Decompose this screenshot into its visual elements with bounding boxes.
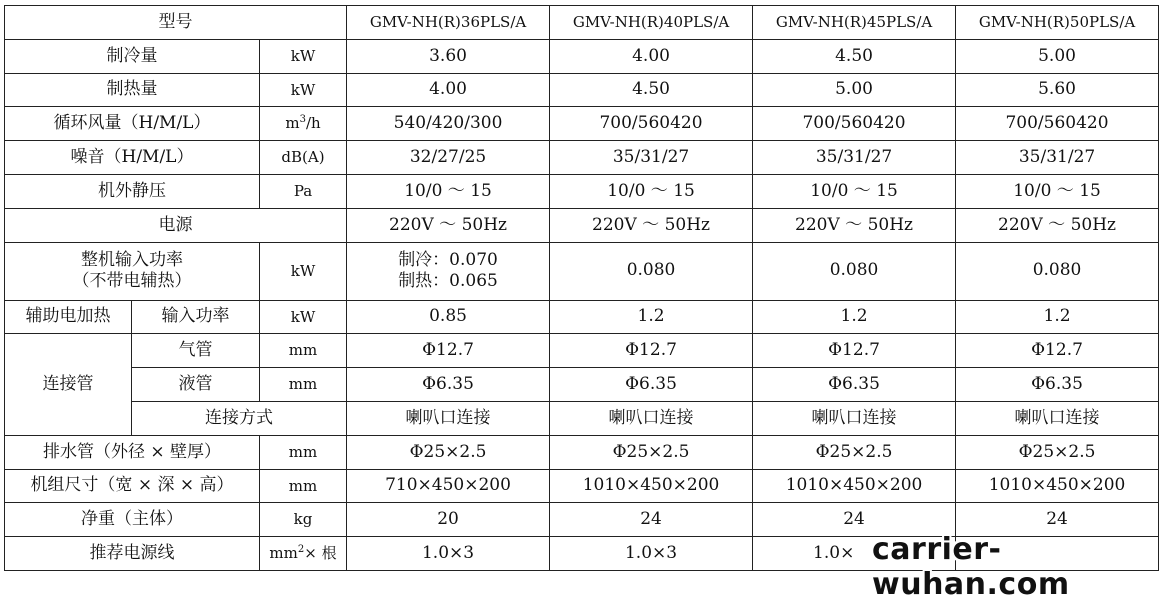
value-cell: 35/31/27 xyxy=(956,141,1159,175)
value-cell: 1.0×3 xyxy=(550,537,753,571)
value-cell: 4.00 xyxy=(550,39,753,73)
row-label-weight: 净重（主体） xyxy=(5,503,260,537)
label-line: （不带电辅热） xyxy=(72,271,192,292)
table-row xyxy=(5,469,1159,503)
row-label-input-power xyxy=(5,242,260,300)
value-cell: 10/0 ～ 15 xyxy=(550,174,753,208)
value-cell: Φ25×2.5 xyxy=(550,435,753,469)
row-label-heating: 制热量 xyxy=(5,73,260,107)
unit-base: mm xyxy=(269,544,298,563)
unit-cell: dB(A) xyxy=(260,141,347,175)
value-cell: 4.50 xyxy=(550,73,753,107)
value-cell: 220V ～ 50Hz xyxy=(956,208,1159,242)
value-cell: 35/31/27 xyxy=(550,141,753,175)
value-cell: 24 xyxy=(550,503,753,537)
value-cell: 喇叭口连接 xyxy=(550,401,753,435)
table-row xyxy=(5,435,1159,469)
value-cell: Φ25×2.5 xyxy=(347,435,550,469)
value-cell: 5.00 xyxy=(753,73,956,107)
table-row xyxy=(5,39,1159,73)
value-cell: 1010×450×200 xyxy=(956,469,1159,503)
table-row xyxy=(5,107,1159,141)
table-row xyxy=(5,208,1159,242)
model-name: GMV-NH(R)40PLS/A xyxy=(550,6,753,40)
value-cell: 5.00 xyxy=(956,39,1159,73)
row-label-static-pressure: 机外静压 xyxy=(5,174,260,208)
value-cell: Φ25×2.5 xyxy=(753,435,956,469)
value-cell: 0.85 xyxy=(347,300,550,334)
value-cell: 1.0×3 xyxy=(347,537,550,571)
value-cell: 700/560420 xyxy=(753,107,956,141)
row-label-drain: 排水管（外径 × 壁厚） xyxy=(5,435,260,469)
value-cell: 24 xyxy=(753,503,956,537)
unit-cell: mm xyxy=(260,469,347,503)
value-cell: Φ25×2.5 xyxy=(956,435,1159,469)
value-cell: 喇叭口连接 xyxy=(956,401,1159,435)
value-cell: 1.0× xyxy=(753,537,956,571)
value-cell: 1010×450×200 xyxy=(753,469,956,503)
value-cell: 24 xyxy=(956,503,1159,537)
value-cell: 0.080 xyxy=(753,242,956,300)
spec-table xyxy=(4,5,1159,571)
value-cell: 540/420/300 xyxy=(347,107,550,141)
row-label-cable: 推荐电源线 xyxy=(5,537,260,571)
unit-cell: mm xyxy=(260,334,347,368)
value-line: 制冷：0.070 xyxy=(398,249,498,270)
value-cell: 10/0 ～ 15 xyxy=(347,174,550,208)
label-line: 整机输入功率 xyxy=(81,249,183,270)
unit-superscript: 3 xyxy=(299,114,306,126)
row-label-cooling: 制冷量 xyxy=(5,39,260,73)
value-cell: 700/560420 xyxy=(550,107,753,141)
model-label: 型号 xyxy=(5,6,347,40)
unit-cell xyxy=(260,537,347,571)
row-sublabel-gas-pipe: 气管 xyxy=(132,334,260,368)
value-cell: 710×450×200 xyxy=(347,469,550,503)
unit-cell: kW xyxy=(260,73,347,107)
value-cell: Φ6.35 xyxy=(956,368,1159,402)
unit-superscript: 2 xyxy=(297,544,305,556)
value-cell: 35/31/27 xyxy=(753,141,956,175)
row-label-noise: 噪音（H/M/L） xyxy=(5,141,260,175)
value-cell: Φ6.35 xyxy=(753,368,956,402)
value-cell: 1.2 xyxy=(753,300,956,334)
table-row xyxy=(5,141,1159,175)
table-row xyxy=(5,368,1159,402)
value-cell: Φ6.35 xyxy=(347,368,550,402)
row-label-power-supply: 电源 xyxy=(5,208,347,242)
value-cell: 0.080 xyxy=(956,242,1159,300)
unit-cell: mm xyxy=(260,435,347,469)
value-cell xyxy=(347,242,550,300)
value-cell: Φ12.7 xyxy=(550,334,753,368)
table-row xyxy=(5,73,1159,107)
row-sublabel-aux-input: 输入功率 xyxy=(132,300,260,334)
value-cell: 1.2 xyxy=(956,300,1159,334)
unit-cell: kg xyxy=(260,503,347,537)
value-cell: 0.080 xyxy=(550,242,753,300)
value-cell: Φ12.7 xyxy=(347,334,550,368)
row-label-connection: 连接管 xyxy=(5,334,132,435)
header-row xyxy=(5,6,1159,40)
value-cell: 4.00 xyxy=(347,73,550,107)
value-cell: Φ12.7 xyxy=(753,334,956,368)
unit-cell: kW xyxy=(260,300,347,334)
model-name: GMV-NH(R)45PLS/A xyxy=(753,6,956,40)
value-cell: 700/560420 xyxy=(956,107,1159,141)
unit-tail: /h xyxy=(305,114,321,133)
row-label-airflow: 循环风量（H/M/L） xyxy=(5,107,260,141)
value-line: 制热：0.065 xyxy=(398,271,498,292)
value-cell: 220V ～ 50Hz xyxy=(347,208,550,242)
row-sublabel-connection-method: 连接方式 xyxy=(132,401,347,435)
value-cell: Φ12.7 xyxy=(956,334,1159,368)
table-row xyxy=(5,401,1159,435)
unit-cell: mm xyxy=(260,368,347,402)
value-cell: 220V ～ 50Hz xyxy=(753,208,956,242)
table-row xyxy=(5,174,1159,208)
unit-tail: × 根 xyxy=(304,544,337,563)
model-name: GMV-NH(R)50PLS/A xyxy=(956,6,1159,40)
model-name: GMV-NH(R)36PLS/A xyxy=(347,6,550,40)
row-label-dimensions: 机组尺寸（宽 × 深 × 高） xyxy=(5,469,260,503)
unit-cell: Pa xyxy=(260,174,347,208)
value-cell: 220V ～ 50Hz xyxy=(550,208,753,242)
unit-cell: kW xyxy=(260,242,347,300)
value-cell: Φ6.35 xyxy=(550,368,753,402)
row-label-aux-heater: 辅助电加热 xyxy=(5,300,132,334)
value-cell: 喇叭口连接 xyxy=(753,401,956,435)
unit-base: m xyxy=(285,114,300,133)
value-cell: 喇叭口连接 xyxy=(347,401,550,435)
table-row xyxy=(5,300,1159,334)
table-row xyxy=(5,242,1159,300)
value-cell: 1.2 xyxy=(550,300,753,334)
watermark: carrier-wuhan.com xyxy=(872,532,1070,602)
value-cell: 4.50 xyxy=(753,39,956,73)
table-row xyxy=(5,334,1159,368)
row-sublabel-liquid-pipe: 液管 xyxy=(132,368,260,402)
value-cell: 5.60 xyxy=(956,73,1159,107)
value-cell: 1010×450×200 xyxy=(550,469,753,503)
value-cell: 10/0 ～ 15 xyxy=(956,174,1159,208)
unit-cell xyxy=(260,107,347,141)
value-cell: 20 xyxy=(347,503,550,537)
value-cell: 10/0 ～ 15 xyxy=(753,174,956,208)
unit-cell: kW xyxy=(260,39,347,73)
value-cell: 32/27/25 xyxy=(347,141,550,175)
value-cell: 3.60 xyxy=(347,39,550,73)
